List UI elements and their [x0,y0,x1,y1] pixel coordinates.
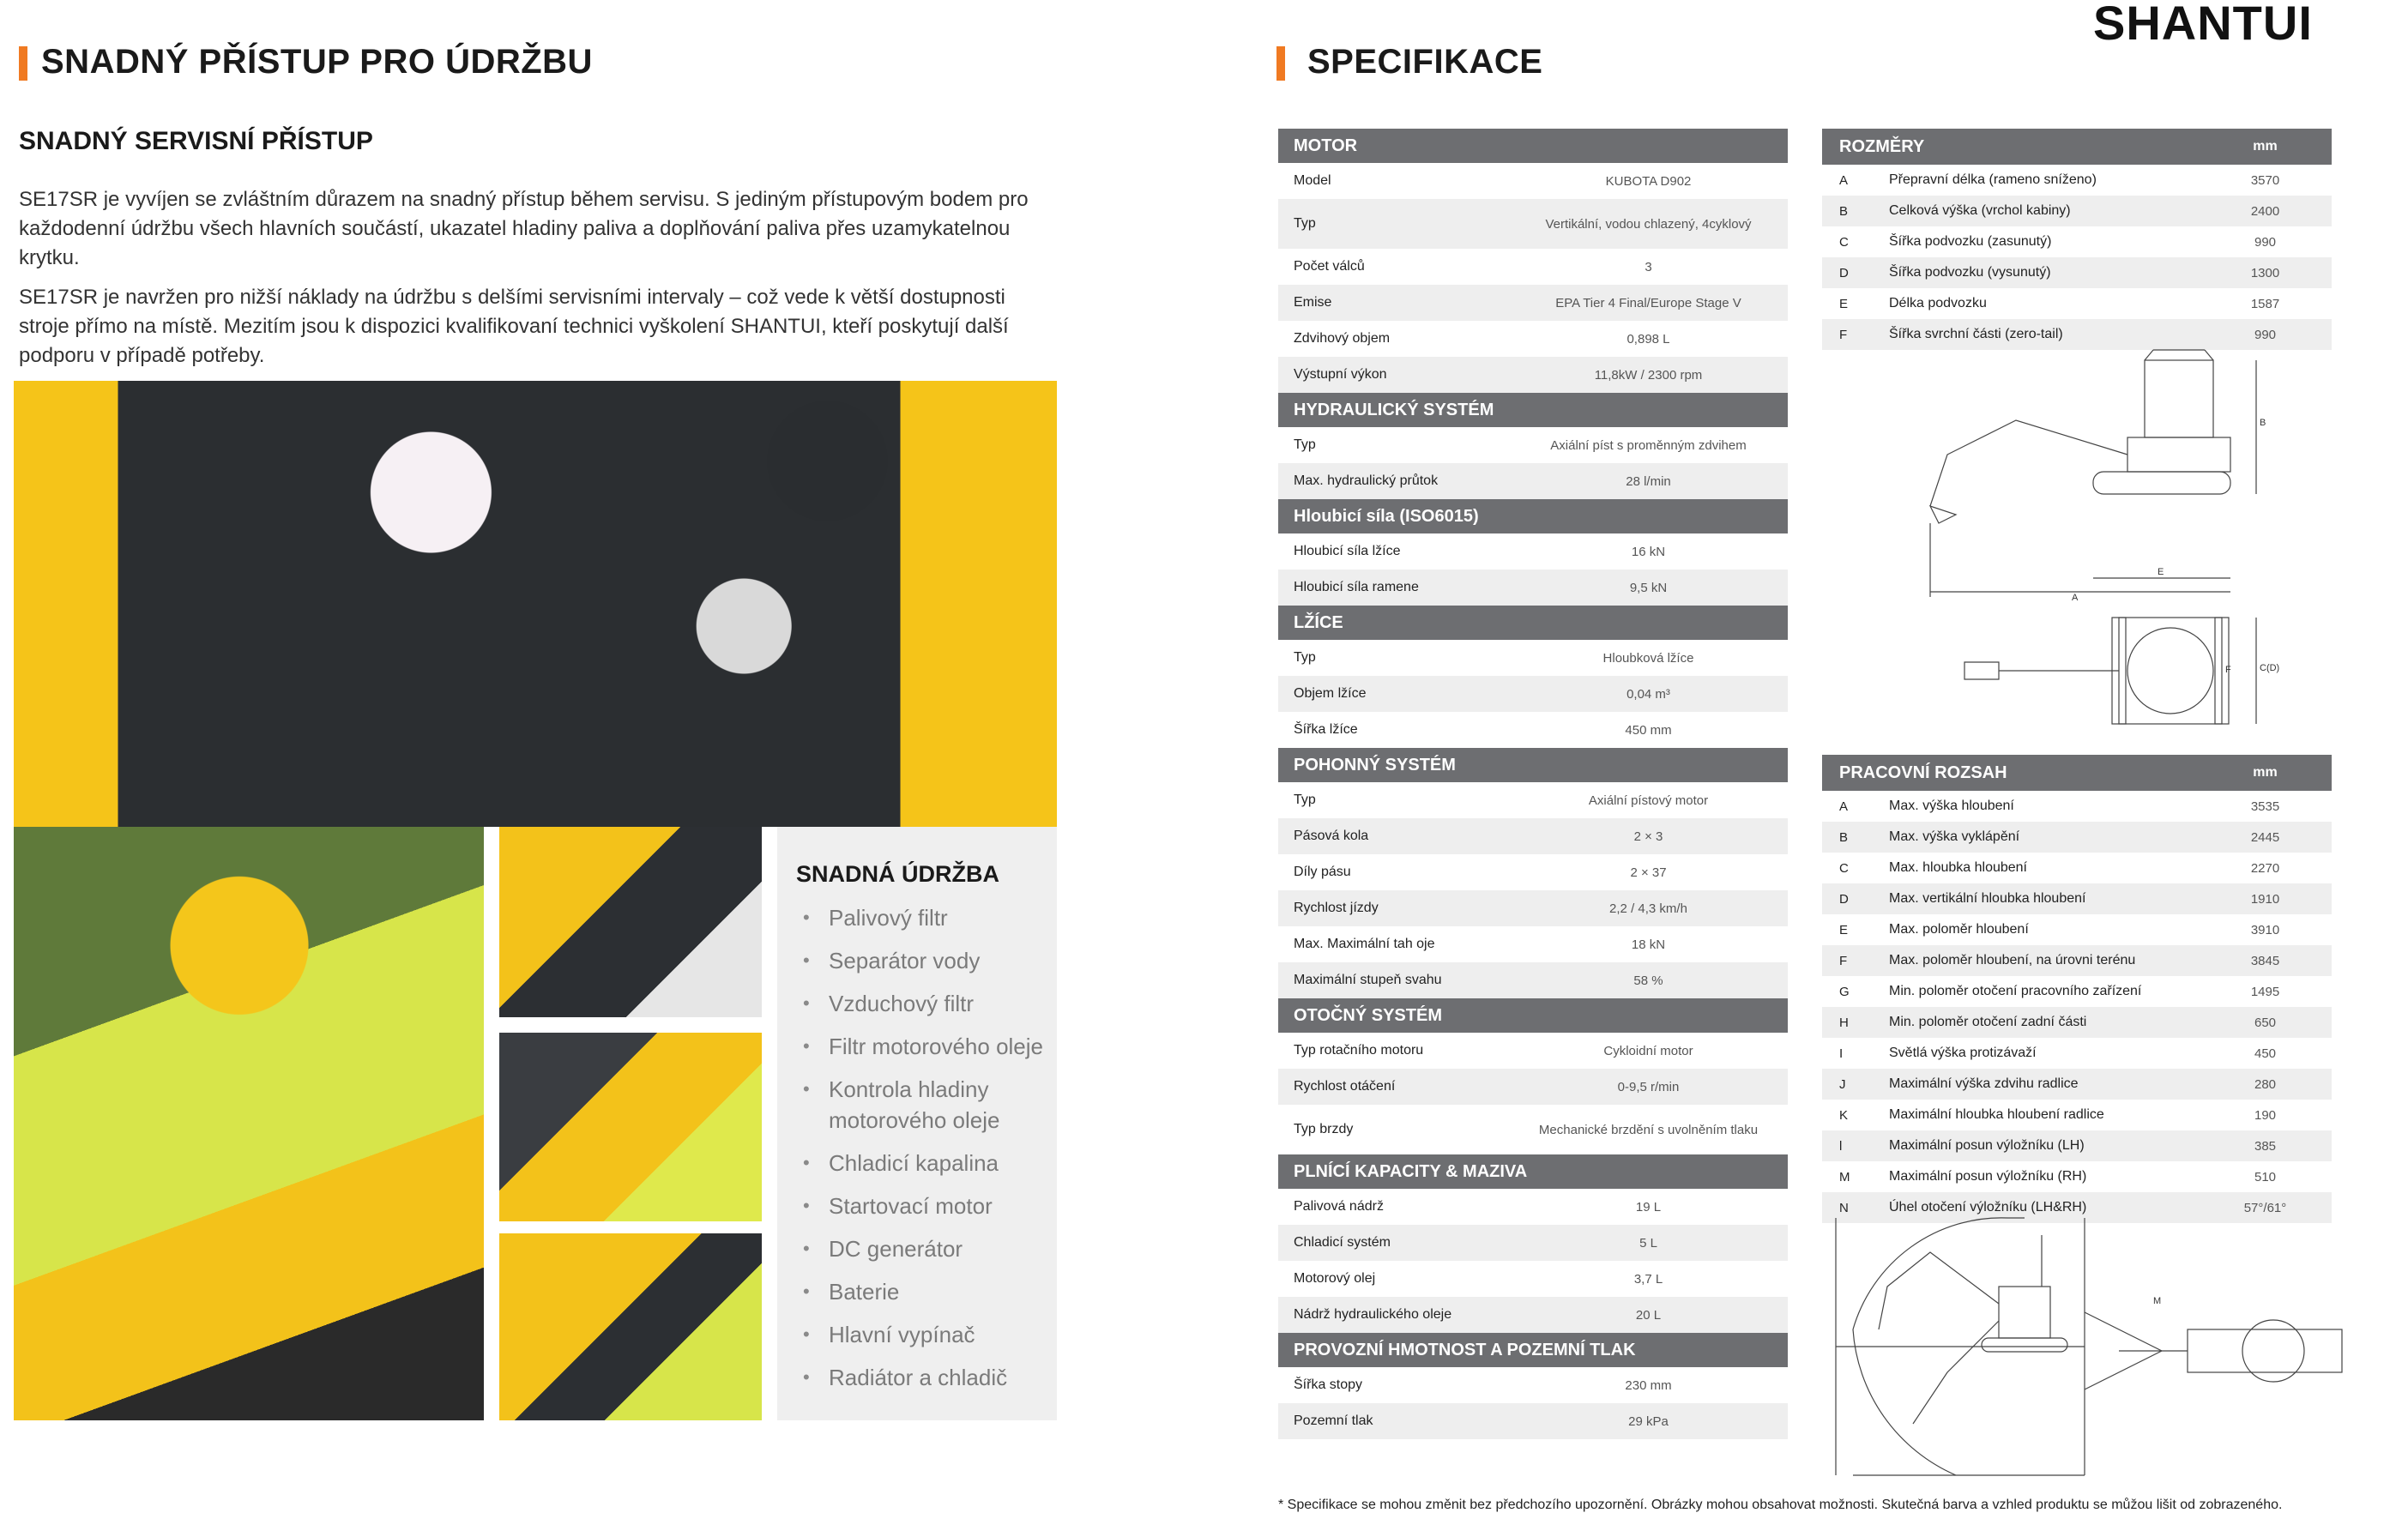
dim-row [1822,1069,2332,1100]
label-f: F [2225,665,2231,675]
section-accent-bar [19,46,27,81]
spec-row [1278,1297,1788,1333]
dim-name: Celková výška (vrchol kabiny) [1888,196,2199,226]
maintenance-photo-3 [499,1233,762,1420]
dim-row [1822,1130,2332,1161]
spec-section-title: PROVOZNÍ HMOTNOST A POZEMNÍ TLAK [1278,1333,1788,1367]
dim-name: Min. poloměr otočení pracovního zařízení [1889,984,2142,998]
dim-name: Max. výška hloubení [1889,799,2014,813]
working-range-table [1822,755,2332,1223]
dim-row [1822,1038,2332,1069]
dim-letter: G [1839,984,1850,999]
maintenance-photo-1 [499,827,762,1017]
dim-letter: A [1839,799,1849,814]
dim-letter: F [1822,945,1888,976]
dim-name: Maximální posun výložníku (RH) [1889,1169,2087,1184]
dim-value: 510 [2254,1169,2277,1184]
spec-section-title: PLNÍCÍ KAPACITY & MAZIVA [1278,1154,1788,1189]
dig-arc [1853,1329,1956,1475]
spec-row [1278,1033,1788,1069]
spec-key: Typ brzdy [1294,1122,1354,1136]
maintenance-item: • Palivový filtr [798,902,1047,933]
spec-row [1278,533,1788,570]
maintenance-item: • Chladicí kapalina [798,1148,1047,1178]
spec-value: EPA Tier 4 Final/Europe Stage V [1509,285,1788,321]
shantui-logo: SHANTUI [2093,0,2313,50]
spec-row [1278,570,1788,606]
spec-row [1278,285,1788,321]
spec-row [1278,782,1788,818]
spec-key: Max. hydraulický průtok [1278,463,1509,499]
dim-row [1822,883,2332,914]
spec-value: 19 L [1635,1199,1662,1215]
spec-value: 29 kPa [1509,1403,1788,1439]
dim-letter: l [1822,1130,1888,1161]
dim-row [1822,226,2332,257]
spec-key: Nádrž hydraulického oleje [1278,1297,1509,1333]
dim-value: 650 [2199,1007,2332,1038]
engine-photo [14,381,1057,827]
spec-row [1278,357,1788,393]
spec-value: Axiální píst s proměnným zdvihem [1550,437,1747,453]
dim-name: Délka podvozku [1889,296,1987,310]
dim-value: 280 [2199,1069,2332,1100]
spec-value: 2,2 / 4,3 km/h [1509,890,1788,926]
dim-value: 3910 [2250,922,2280,937]
machine-outline [1999,1287,2050,1338]
spec-section-title: Hloubicí síla (ISO6015) [1278,499,1788,533]
maintenance-item: • DC generátor [798,1233,1047,1264]
spec-row [1278,1069,1788,1105]
spec-key: Max. Maximální tah oje [1294,937,1435,951]
spec-value: 3 [1645,259,1652,274]
dim-letter: M [1839,1169,1850,1184]
spec-section-title: OTOČNÝ SYSTÉM [1278,998,1788,1033]
spec-key: Model [1294,173,1331,188]
dim-letter: D [1822,257,1888,288]
spec-row [1278,1225,1788,1261]
spec-key: Objem lžíce [1278,676,1509,712]
working-range-section [1822,755,2332,1223]
spec-section-header [1278,748,1788,782]
spec-key: Rychlost jízdy [1278,890,1509,926]
dim-row [1822,791,2332,822]
dim-row [1822,165,2332,196]
dim-unit: mm [2199,755,2332,791]
label-cd: C(D) [2260,663,2280,673]
upper-body-outline [2127,437,2230,472]
worker-photo [14,827,484,1420]
specification-table-container [1278,129,1788,1429]
spec-section-header [1278,606,1788,640]
spec-key: Maximální stupeň svahu [1278,962,1509,998]
easy-maintenance-title: SNADNÁ ÚDRŽBA [796,861,999,887]
spec-row [1278,818,1788,854]
dim-name: Maximální výška zdvihu radlice [1888,1069,2199,1100]
dim-name: Max. poloměr hloubení, na úrovni terénu [1888,945,2199,976]
dim-name: Přepravní délka (rameno sníženo) [1889,172,2097,187]
footnote: * Specifikace se mohou změnit bez předchozího upozornění. Obrázky mohou obsahovat možnosti. Skutečná barva a vzhled produktu se můžou lišit od zobrazeného. [1278,1498,2283,1512]
dim-letter: E [1839,922,1849,937]
spec-value: KUBOTA D902 [1605,173,1692,189]
spec-key: Typ [1278,199,1509,249]
dim-row [1822,257,2332,288]
dim-letter: B [1822,196,1888,226]
specification-table [1278,129,1788,1439]
spec-key: Rychlost otáčení [1278,1069,1509,1105]
dim-letter: B [1822,822,1888,853]
dim-name: Max. vertikální hloubka hloubení [1888,883,2199,914]
maintenance-item: • Hlavní vypínač [798,1319,1047,1350]
dimension-drawing [1913,343,2280,738]
dim-name: Světlá výška protizávaží [1889,1046,2037,1060]
bucket-outline [1930,506,1956,523]
spec-value: Axiální pístový motor [1588,793,1709,808]
maintenance-item: • Separátor vody [798,945,1047,976]
spec-row [1278,712,1788,748]
working-range-drawing [1827,1201,2359,1489]
spec-section-header [1278,1333,1788,1367]
dim-row [1822,1161,2332,1192]
spec-section-header [1278,393,1788,427]
spec-value: Hloubková lžíce [1602,650,1694,666]
spec-key: Počet válců [1294,259,1365,274]
dim-name: Maximální hloubka hloubení radlice [1889,1107,2104,1122]
spec-section-title: MOTOR [1278,129,1788,163]
spec-key: Pásová kola [1278,818,1509,854]
dimensions-table [1822,129,2332,350]
arm-down [1913,1321,1999,1424]
dim-value: 1495 [2250,984,2280,999]
easy-maintenance-panel [777,827,1057,1420]
spec-key: Šířka lžíce [1294,722,1358,737]
dim-value: 3845 [2199,945,2332,976]
spec-section-header [1278,998,1788,1033]
dim-row [1822,288,2332,319]
spec-key: Díly pásu [1294,865,1351,879]
maintenance-list [798,902,1047,1405]
spec-value: 230 mm [1625,1377,1672,1393]
dim-header [1822,755,2332,791]
spec-row [1278,1367,1788,1403]
dim-row [1822,914,2332,945]
spec-value: 20 L [1509,1297,1788,1333]
label-m: M [2153,1296,2162,1306]
top-view-tracks [2188,1329,2342,1372]
spec-row [1278,926,1788,962]
spec-section-title: LŽÍCE [1278,606,1788,640]
dim-value: 1587 [2250,296,2280,311]
spec-row [1278,640,1788,676]
spec-row [1278,890,1788,926]
label-b: B [2260,418,2266,428]
maintenance-photo-2 [499,1033,762,1221]
dim-row [1822,822,2332,853]
spec-value: 16 kN [1631,544,1666,559]
spec-row [1278,1403,1788,1439]
dim-value: 990 [2254,234,2277,250]
dim-unit: mm [2199,129,2332,165]
dim-name: Úhel otočení výložníku (LH&RH) [1888,1192,2199,1223]
spec-section-header [1278,1154,1788,1189]
maintenance-item: • Radiátor a chladič [798,1362,1047,1393]
maintenance-item: • Startovací motor [798,1190,1047,1221]
arm-up [1879,1252,1999,1329]
dim-value: 990 [2199,319,2332,350]
dim-row [1822,976,2332,1007]
spec-section-title: HYDRAULICKÝ SYSTÉM [1278,393,1788,427]
paragraph-1: SE17SR je vyvíjen se zvláštním důrazem na snadný přístup během servisu. S jediným přístupovým bodem pro každodenní údržbu všech hlavních součástí, ukazatel hladiny paliva a doplňování paliva přes uzamykatelnou krytku. [19,188,1029,269]
maintenance-item: • Baterie [798,1276,1047,1307]
spec-value: 9,5 kN [1509,570,1788,606]
top-view-boom [1964,662,2119,679]
spec-value: Mechanické brzdění s uvolněním tlaku [1538,1122,1759,1137]
spec-value: 2 × 3 [1509,818,1788,854]
dim-value: 2270 [2250,860,2280,876]
spec-section-header [1278,129,1788,163]
dim-letter: I [1839,1046,1844,1061]
track-outline [2093,472,2230,494]
dim-title: PRACOVNÍ ROZSAH [1822,755,2199,791]
spec-key: Motorový olej [1294,1271,1376,1286]
dim-name: Max. hloubka hloubení [1889,860,2027,875]
spec-value: Cykloidní motor [1603,1043,1693,1058]
spec-value: 3,7 L [1633,1271,1663,1287]
spec-row [1278,249,1788,285]
spec-row [1278,163,1788,199]
spec-row [1278,463,1788,499]
spec-row [1278,321,1788,357]
spec-key: Hloubicí síla ramene [1278,570,1509,606]
spec-key: Typ [1294,793,1316,807]
subtitle-service-access: SNADNÝ SERVISNÍ PŘÍSTUP [19,127,373,155]
dim-name: Šířka svrchní části (zero-tail) [1888,319,2199,350]
spec-row [1278,1105,1788,1154]
dim-row [1822,1007,2332,1038]
dim-letter: H [1822,1007,1888,1038]
spec-row [1278,962,1788,998]
spec-value: 0,898 L [1626,331,1670,347]
dim-name: Šířka podvozku (vysunutý) [1888,257,2199,288]
top-view-undercarriage [2119,618,2222,724]
spec-value: 2 × 37 [1630,865,1667,880]
dim-value: 1300 [2199,257,2332,288]
spec-row [1278,199,1788,249]
dim-letter: D [1822,883,1888,914]
dim-value: 3570 [2250,172,2280,188]
spec-value: 11,8kW / 2300 rpm [1509,357,1788,393]
cab-outline [2145,360,2213,437]
maintenance-item: • Kontrola hladiny motorového oleje [798,1074,1047,1136]
spec-row [1278,427,1788,463]
spec-key: Výstupní výkon [1278,357,1509,393]
page-title-maintenance: SNADNÝ PŘÍSTUP PRO ÚDRŽBU [41,43,593,81]
spec-value: 0-9,5 r/min [1509,1069,1788,1105]
spec-key: Emise [1278,285,1509,321]
dim-letter: J [1822,1069,1888,1100]
dim-name: Min. poloměr otočení zadní části [1888,1007,2199,1038]
spec-key: Typ [1294,437,1316,452]
dim-letter: C [1839,234,1849,250]
dim-value: 2400 [2199,196,2332,226]
dim-value: 2445 [2199,822,2332,853]
dim-value: 57°/61° [2199,1192,2332,1223]
spec-key: Pozemní tlak [1278,1403,1509,1439]
dim-value: 385 [2199,1130,2332,1161]
spec-key: Typ rotačního motoru [1294,1043,1424,1058]
dim-row [1822,196,2332,226]
spec-key: Typ [1294,650,1316,665]
dim-value: 450 [2254,1046,2277,1061]
dim-value: 3535 [2250,799,2280,814]
spec-key: Palivová nádrž [1294,1199,1384,1214]
dim-row [1822,853,2332,883]
spec-value: 18 kN [1631,937,1666,952]
label-e: E [2158,567,2164,577]
dim-name: Max. výška vyklápění [1888,822,2199,853]
dim-row [1822,945,2332,976]
spec-key: Zdvihový objem [1294,331,1391,346]
spec-value: 28 l/min [1509,463,1788,499]
dim-letter: F [1822,319,1888,350]
dim-name: Maximální posun výložníku (LH) [1888,1130,2199,1161]
dim-name: Šířka podvozku (zasunutý) [1889,234,2052,249]
spec-value: 5 L [1509,1225,1788,1261]
spec-key: Hloubicí síla lžíce [1294,544,1401,558]
spec-row [1278,854,1788,890]
dim-row [1822,1100,2332,1130]
dim-value: 1910 [2199,883,2332,914]
maintenance-item: • Vzduchový filtr [798,988,1047,1019]
dim-header [1822,129,2332,165]
spec-key: Chladicí systém [1278,1225,1509,1261]
dim-value: 190 [2254,1107,2277,1123]
spec-key: Šířka stopy [1294,1377,1363,1392]
page-title-specs: SPECIFIKACE [1307,43,1543,81]
dim-letter: K [1839,1107,1849,1123]
dim-letter: A [1839,172,1849,188]
dim-name: Max. poloměr hloubení [1889,922,2029,937]
dim-letter: E [1839,296,1849,311]
spec-value: 58 % [1509,962,1788,998]
label-a: A [2072,593,2079,603]
paragraph-2: SE17SR je navržen pro nižší náklady na údržbu s delšími servisními intervaly – což vede k větší dostupnosti stroje přímo na místě. Mezitím jsou k dispozici kvalifikovaní technici vyškolení SHANTUI, kteří poskytují další podporu v případě potřeby. [19,286,1009,367]
spec-value: 0,04 m³ [1509,676,1788,712]
dim-letter: N [1822,1192,1888,1223]
boom-outline [1930,420,2127,506]
spec-row [1278,1189,1788,1225]
dim-letter: C [1839,860,1849,876]
maintenance-item: • Filtr motorového oleje [798,1031,1047,1062]
dimensions-section [1822,129,2332,350]
spec-section-title: POHONNÝ SYSTÉM [1278,748,1788,782]
spec-section-header [1278,499,1788,533]
dim-title: ROZMĚRY [1822,129,2199,165]
spec-row [1278,676,1788,712]
spec-row [1278,1261,1788,1297]
spec-value: 450 mm [1625,722,1672,738]
section-accent-bar-2 [1276,46,1285,81]
spec-value: Vertikální, vodou chlazený, 4cyklový [1509,199,1788,249]
